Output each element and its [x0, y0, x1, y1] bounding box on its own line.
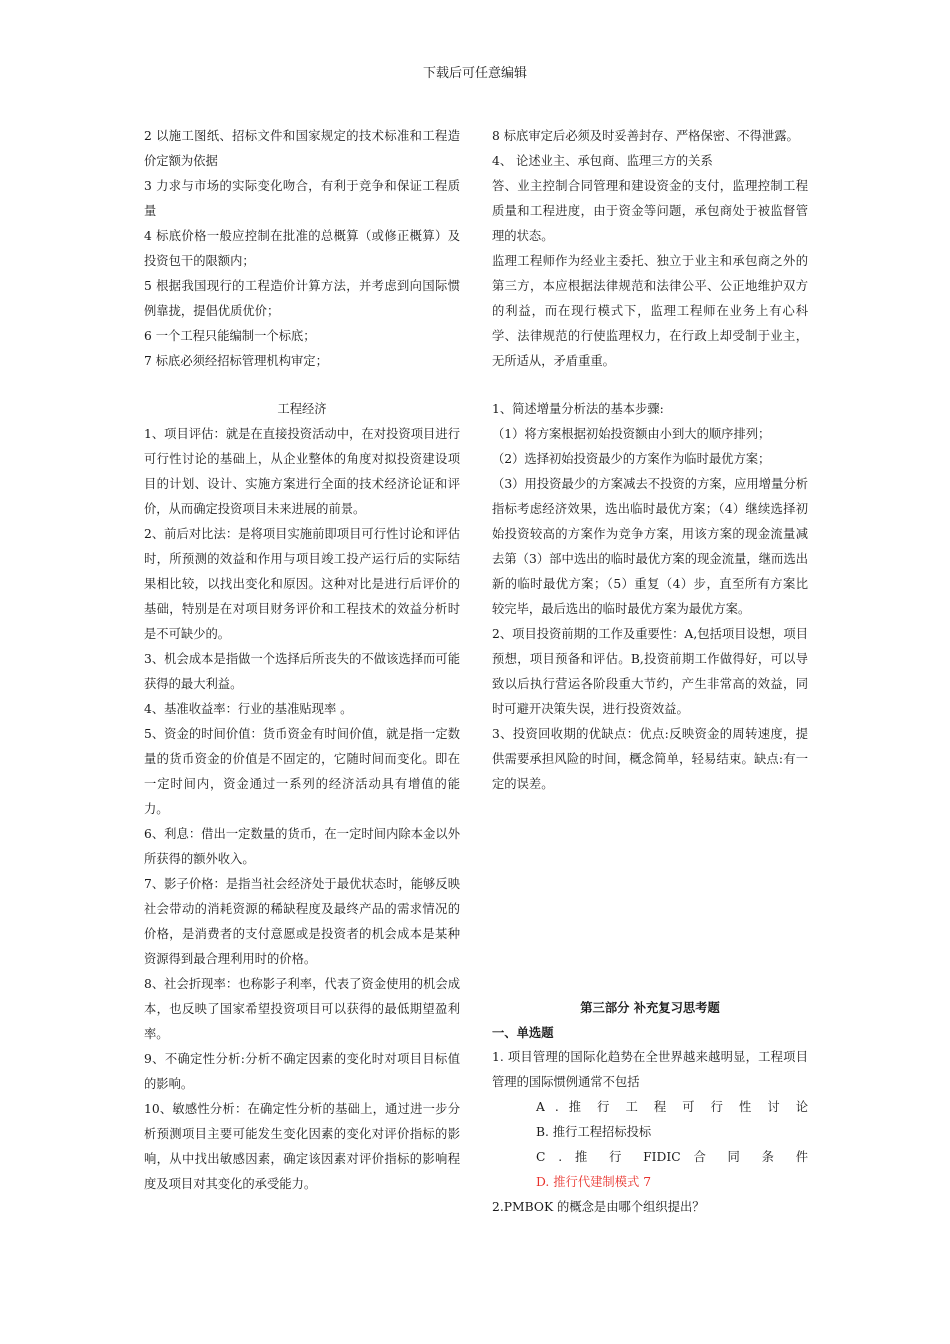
part-three-section	[492, 995, 808, 1220]
option-c: C . 推 行 FIDIC 合 同 条 件	[536, 1150, 808, 1164]
paragraph: 3、投资回收期的优缺点：优点:反映资金的周转速度，提供需要承担风险的时间，概念简单，轻易结束。缺点:有一定的误差。	[492, 727, 808, 791]
definition-item: 5、资金的时间价值：货币资金有时间价值，就是指一定数量的货币资金的价值是不固定的，它随时间而变化。即在一定时间内，资金通过一系列的经济活动具有增值的能力。	[144, 727, 460, 816]
paragraph: 7 标底必须经招标管理机构审定；	[144, 354, 328, 368]
step-item: （3）用投资最少的方案减去不投资的方案，应用增量分析指标考虑经济效果，选出临时最优方案；（4）继续选择初始投资较高的方案作为竞争方案，用该方案的现金流量减去第（3）部中选出的临时最优方案的现金流量，继而选出新的临时最优方案；（5）重复（4）步，直至所有方案比较完毕，最后选出的临时最优方案为最优方案。	[492, 477, 808, 616]
step-item: （1）将方案根据初始投资额由小到大的顺序排列；	[492, 427, 771, 441]
paragraph: 2、项目投资前期的工作及重要性：A,包括项目设想，项目预想，项目预备和评估。B,投资前期工作做得好，可以导致以后执行营运各阶段重大节约，产生非常高的效益，同时可避开决策失误，进行投资效益。	[492, 627, 808, 716]
definition-item: 4、基准收益率：行业的基准贴现率 。	[144, 702, 353, 716]
option-b: B. 推行工程招标投标	[536, 1125, 652, 1139]
part-title: 第三部分 补充复习思考题	[580, 1000, 720, 1015]
paragraph: 3 力求与市场的实际变化吻合，有利于竞争和保证工程质量	[144, 179, 460, 218]
section-title: 工程经济	[277, 402, 327, 416]
definition-item: 10、敏感性分析：在确定性分析的基础上，通过进一步分析预测项目主要可能发生变化因素的变化对评价指标的影响，从中找出敏感因素，确定该因素对评价指标的影响程度及项目对其变化的承受能力。	[144, 1102, 460, 1191]
definition-item: 1、项目评估：就是在直接投资活动中，在对投资项目进行可行性讨论的基础上，从企业整体的角度对拟投资建设项目的计划、设计、实施方案进行全面的技术经济论证和评价，从而确定投资项目未来进展的前景。	[144, 427, 460, 516]
subsection-title: 一、单选题	[492, 1025, 554, 1040]
question-heading: 1、简述增量分析法的基本步骤:	[492, 402, 664, 416]
definition-item: 3、机会成本是指做一个选择后所丧失的不做该选择而可能获得的最大利益。	[144, 652, 460, 691]
right-column-bottom	[492, 397, 808, 797]
definition-item: 6、利息：借出一定数量的货币，在一定时间内除本金以外所获得的额外收入。	[144, 827, 460, 866]
paragraph: 4 标底价格一般应控制在批准的总概算（或修正概算）及投资包干的限额内；	[144, 229, 460, 268]
left-column-bottom	[144, 397, 460, 1197]
definition-item: 2、前后对比法：是将项目实施前即项目可行性讨论和评估时，所预测的效益和作用与项目竣工投产运行后的实际结果相比较，以找出变化和原因。这种对比是进行后评价的基础，特别是在对项目财务评价和工程技术的效益分析时是不可缺少的。	[144, 527, 460, 641]
paragraph: 5 根据我国现行的工程造价计算方法，并考虑到向国际惯例靠拢，提倡优质优价；	[144, 279, 460, 318]
option-a: A . 推 行 工 程 可 行 性 讨 论	[536, 1100, 808, 1114]
left-column-top	[144, 124, 460, 374]
paragraph: 答、业主控制合同管理和建设资金的支付，监理控制工程质量和工程进度，由于资金等问题，承包商处于被监督管理的状态。	[492, 179, 808, 243]
paragraph: 监理工程师作为经业主委托、独立于业主和承包商之外的第三方，本应根据法律规范和法律公平、公正地维护双方的利益，而在现行模式下，监理工程师在业务上有心科学、法律规范的行使监理权力，在行政上却受制于业主，无所适从，矛盾重重。	[492, 254, 808, 368]
option-d-answer: D. 推行代建制模式 7	[536, 1175, 652, 1189]
page-header: 下载后可任意编辑	[422, 66, 527, 81]
paragraph: 6 一个工程只能编制一个标底；	[144, 329, 316, 343]
question-1: 1. 项目管理的国际化趋势在全世界越来越明显，工程项目管理的国际惯例通常不包括	[492, 1050, 808, 1089]
paragraph: 2 以施工图纸、招标文件和国家规定的技术标准和工程造价定额为依据	[144, 129, 460, 168]
right-column-top	[492, 124, 808, 374]
definition-item: 8、社会折现率：也称影子利率，代表了资金使用的机会成本，也反映了国家希望投资项目可以获得的最低期望盈利率。	[144, 977, 460, 1041]
question-heading: 4、 论述业主、承包商、监理三方的关系	[492, 154, 713, 168]
paragraph: 8 标底审定后必须及时妥善封存、严格保密、不得泄露。	[492, 129, 799, 143]
definition-item: 9、不确定性分析:分析不确定因素的变化时对项目目标值的影响。	[144, 1052, 460, 1091]
question-2: 2.PMBOK 的概念是由哪个组织提出？	[492, 1200, 705, 1214]
step-item: （2）选择初始投资最少的方案作为临时最优方案；	[492, 452, 771, 466]
definition-item: 7、影子价格：是指当社会经济处于最优状态时，能够反映社会带动的消耗资源的稀缺程度及最终产品的需求情况的价格，是消费者的支付意愿或是投资者的机会成本是某种资源得到最合理利用时的价格。	[144, 877, 460, 966]
